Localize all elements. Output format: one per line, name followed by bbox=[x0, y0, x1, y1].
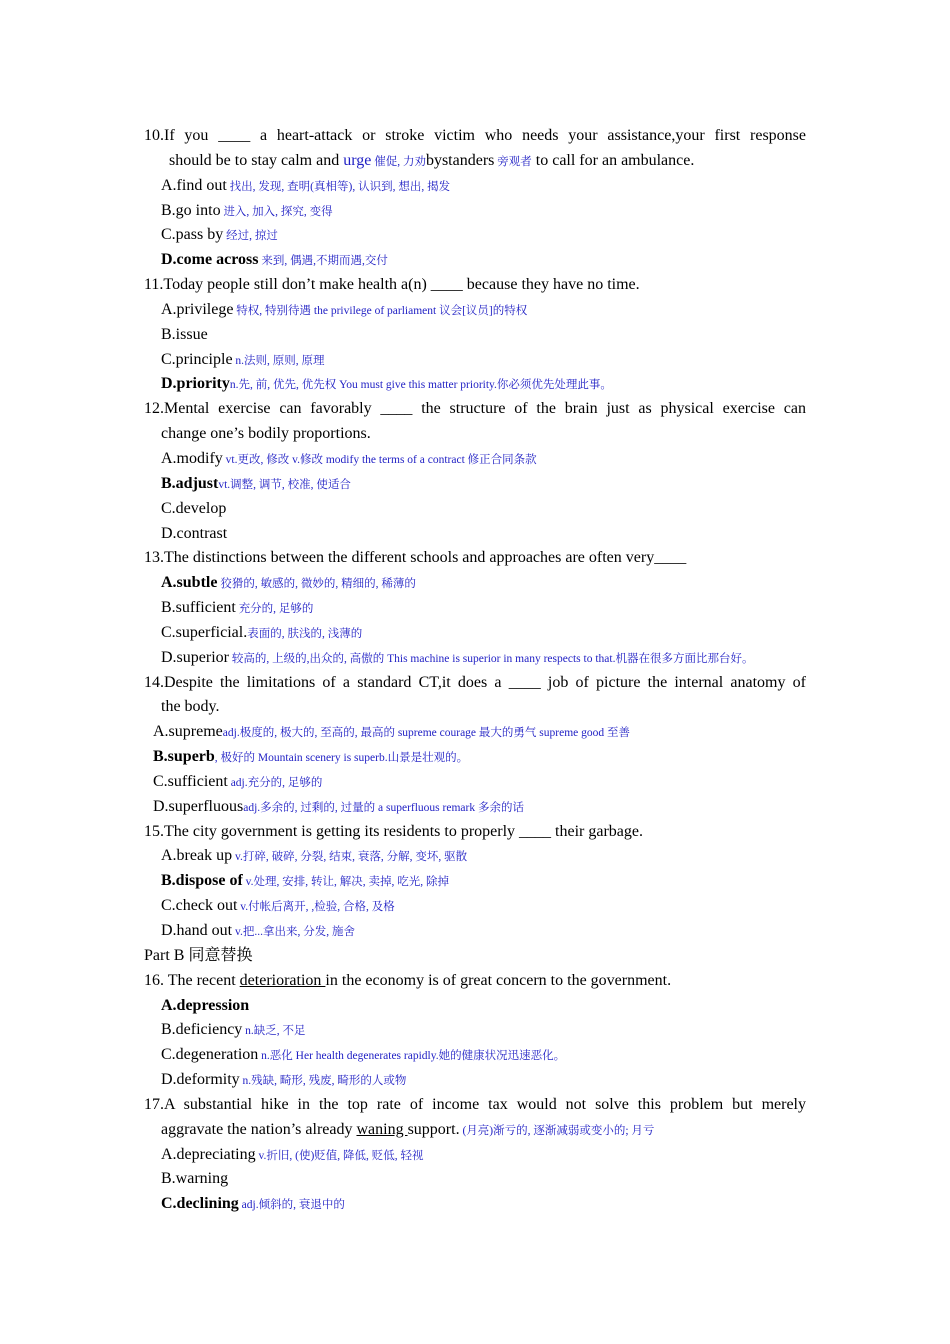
annotation: adj.多余的, 过剩的, 过量的 a superfluous remark 多余的话 bbox=[243, 801, 524, 814]
annotation: 进入, 加入, 探究, 变得 bbox=[220, 205, 333, 218]
question-12-stem-line1: 12.Mental exercise can favorably ____ the structure of the brain just as physical exercise can bbox=[144, 400, 806, 418]
question-10-option-b: B.go into 进入, 加入, 探究, 变得 bbox=[161, 201, 333, 219]
question-17-stem-line2: aggravate the nation’s already waning support. (月亮)渐亏的, 逐渐减弱或变小的; 月亏 bbox=[161, 1120, 655, 1138]
correct-answer: D.priority bbox=[161, 375, 230, 393]
question-12-option-a: A.modify vt.更改, 修改 v.修改 modify the terms of a contract 修正合同条款 bbox=[161, 449, 537, 467]
question-10-option-c: C.pass by 经过, 掠过 bbox=[161, 226, 278, 244]
question-17-option-a: A.depreciating v.折旧, (使)贬值, 降低, 贬低, 轻视 bbox=[161, 1145, 424, 1163]
question-11-option-b: B.issue bbox=[161, 325, 208, 343]
annotation: n.恶化 Her health degenerates rapidly.她的健康状况迅速恶化。 bbox=[258, 1050, 566, 1063]
annotation: v.打碎, 破碎, 分裂, 结束, 衰落, 分解, 变坏, 驱散 bbox=[232, 851, 468, 864]
question-15-option-d: D.hand out v.把...拿出来, 分发, 施舍 bbox=[161, 922, 355, 939]
underlined-word: waning bbox=[356, 1120, 408, 1138]
question-10-option-d bbox=[144, 248, 806, 273]
question-14-stem-line2: the body. bbox=[161, 698, 220, 716]
question-12-stem-line2: change one’s bodily proportions. bbox=[161, 425, 371, 443]
question-14-option-d: D.superfluousadj.多余的, 过剩的, 过量的 a superfluous remark 多余的话 bbox=[153, 797, 524, 815]
question-12-option-c: C.develop bbox=[161, 499, 227, 517]
question-16-option-c: C.degeneration n.恶化 Her health degenerates rapidly.她的健康状况迅速恶化。 bbox=[161, 1046, 566, 1064]
section-heading-part-b: Part B 同意替换 bbox=[144, 946, 253, 964]
annotation: 旁观者 bbox=[494, 155, 532, 168]
correct-answer: B.superb bbox=[153, 748, 215, 766]
correct-answer: A.subtle bbox=[161, 574, 218, 592]
highlight-word: urge bbox=[343, 151, 372, 169]
correct-answer: B.adjust bbox=[161, 474, 219, 492]
question-16-stem: 16. The recent deterioration in the economy is of great concern to the government. bbox=[144, 971, 672, 989]
question-11-option-c: C.principle n.法则, 原则, 原理 bbox=[161, 350, 325, 368]
question-17-stem-line1: 17.A substantial hike in the top rate of income tax would not solve this problem but merely bbox=[144, 1095, 806, 1113]
annotation: v.折旧, (使)贬值, 降低, 贬低, 轻视 bbox=[255, 1149, 424, 1162]
annotation: (月亮)渐亏的, 逐渐减弱或变小的; 月亏 bbox=[459, 1124, 655, 1137]
annotation: 特权, 特别待遇 the privilege of parliament 议会[议员]的特权 bbox=[233, 304, 528, 317]
question-12-option-b bbox=[144, 472, 806, 497]
annotation: n.法则, 原则, 原理 bbox=[232, 354, 325, 367]
annotation: 狡猾的, 敏感的, 微妙的, 精细的, 稀薄的 bbox=[217, 578, 416, 591]
correct-answer: C.declining bbox=[161, 1195, 239, 1213]
question-15-stem: 15.The city government is getting its residents to properly ____ their garbage. bbox=[144, 822, 643, 840]
annotation: 较高的, 上级的,出众的, 高傲的 This machine is superior in many respects to that.机器在很多方面比那台好。 bbox=[228, 652, 754, 665]
question-13-option-a bbox=[144, 571, 806, 596]
question-12-option-d: D.contrast bbox=[161, 524, 228, 542]
question-11-option-d bbox=[144, 372, 806, 397]
question-13-option-c: C.superficial.表面的, 肤浅的, 浅薄的 bbox=[161, 623, 363, 641]
annotation: , 极好的 Mountain scenery is superb.山景是壮观的。 bbox=[214, 752, 469, 765]
document-page bbox=[144, 124, 806, 1217]
question-10-stem-line2: should be to stay calm and urge 催促, 力劝bystanders 旁观者 to call for an ambulance. bbox=[169, 151, 695, 169]
annotation: 催促, 力劝 bbox=[371, 155, 426, 168]
question-17-option-b: B.warning bbox=[161, 1170, 229, 1188]
annotation: 找出, 发现, 查明(真相等), 认识到, 想出, 揭发 bbox=[226, 180, 451, 193]
annotation: n.残缺, 畸形, 残废, 畸形的人或物 bbox=[239, 1075, 407, 1088]
correct-answer: A.depression bbox=[161, 996, 250, 1014]
question-10-option-a: A.find out 找出, 发现, 查明(真相等), 认识到, 想出, 揭发 bbox=[161, 176, 451, 194]
question-14-option-c: C.sufficient adj.充分的, 足够的 bbox=[153, 772, 323, 790]
question-15-option-b bbox=[144, 869, 806, 894]
question-16-option-a bbox=[144, 994, 806, 1019]
annotation: adj.倾斜的, 衰退中的 bbox=[238, 1199, 345, 1212]
question-11-option-a: A.privilege 特权, 特别待遇 the privilege of parliament 议会[议员]的特权 bbox=[161, 300, 528, 318]
question-16-option-d: D.deformity n.残缺, 畸形, 残废, 畸形的人或物 bbox=[161, 1071, 407, 1089]
annotation: n.缺乏, 不足 bbox=[242, 1025, 306, 1038]
annotation: vt.调整, 调节, 校准, 使适合 bbox=[218, 478, 351, 491]
annotation: adj.极度的, 极大的, 至高的, 最高的 supreme courage 最大的勇气 supreme good 至善 bbox=[222, 727, 630, 740]
question-16-option-b: B.deficiency n.缺乏, 不足 bbox=[161, 1021, 306, 1039]
annotation: 来到, 偶遇,不期而遇,交付 bbox=[258, 255, 388, 268]
annotation: v.把...拿出来, 分发, 施舍 bbox=[232, 926, 355, 938]
annotation: 充分的, 足够的 bbox=[235, 603, 314, 616]
question-15-option-c: C.check out v.付帐后离开, ,检验, 合格, 及格 bbox=[161, 897, 395, 915]
question-14-option-a: A.supremeadj.极度的, 极大的, 至高的, 最高的 supreme courage 最大的勇气 supreme good 至善 bbox=[153, 723, 630, 741]
question-11-stem: 11.Today people still don’t make health a(n) ____ because they have no time. bbox=[144, 276, 640, 294]
annotation: 表面的, 肤浅的, 浅薄的 bbox=[247, 627, 363, 640]
annotation: n.先, 前, 优先, 优先权 You must give this matter priority.你必须优先处理此事。 bbox=[229, 379, 612, 392]
question-13-stem: 13.The distinctions between the different schools and approaches are often very____ bbox=[144, 549, 687, 567]
annotation: adj.充分的, 足够的 bbox=[227, 776, 323, 789]
question-14-option-b bbox=[144, 745, 806, 770]
underlined-word: deterioration bbox=[239, 971, 326, 989]
correct-answer: B.dispose of bbox=[161, 872, 243, 890]
question-14-stem-line1: 14.Despite the limitations of a standard CT,it does a ____ job of picture the internal anatomy of bbox=[144, 673, 806, 691]
question-17-option-c bbox=[144, 1192, 806, 1217]
question-10-stem-line1: 10.If you ____ a heart-attack or stroke victim who needs your assistance,your first response bbox=[144, 127, 806, 144]
annotation: v.付帐后离开, ,检验, 合格, 及格 bbox=[237, 901, 395, 914]
annotation: 经过, 掠过 bbox=[223, 230, 278, 243]
question-13-option-d: D.superior 较高的, 上级的,出众的, 高傲的 This machine is superior in many respects to that.机器在很多方面比那台好。 bbox=[161, 648, 754, 666]
annotation: v.处理, 安排, 转让, 解决, 卖掉, 吃光, 除掉 bbox=[242, 876, 450, 889]
annotation: vt.更改, 修改 v.修改 modify the terms of a contract 修正合同条款 bbox=[222, 453, 537, 466]
question-13-option-b: B.sufficient 充分的, 足够的 bbox=[161, 599, 314, 617]
question-15-option-a: A.break up v.打碎, 破碎, 分裂, 结束, 衰落, 分解, 变坏, 驱散 bbox=[161, 847, 468, 865]
correct-answer: D.come across bbox=[161, 251, 259, 269]
